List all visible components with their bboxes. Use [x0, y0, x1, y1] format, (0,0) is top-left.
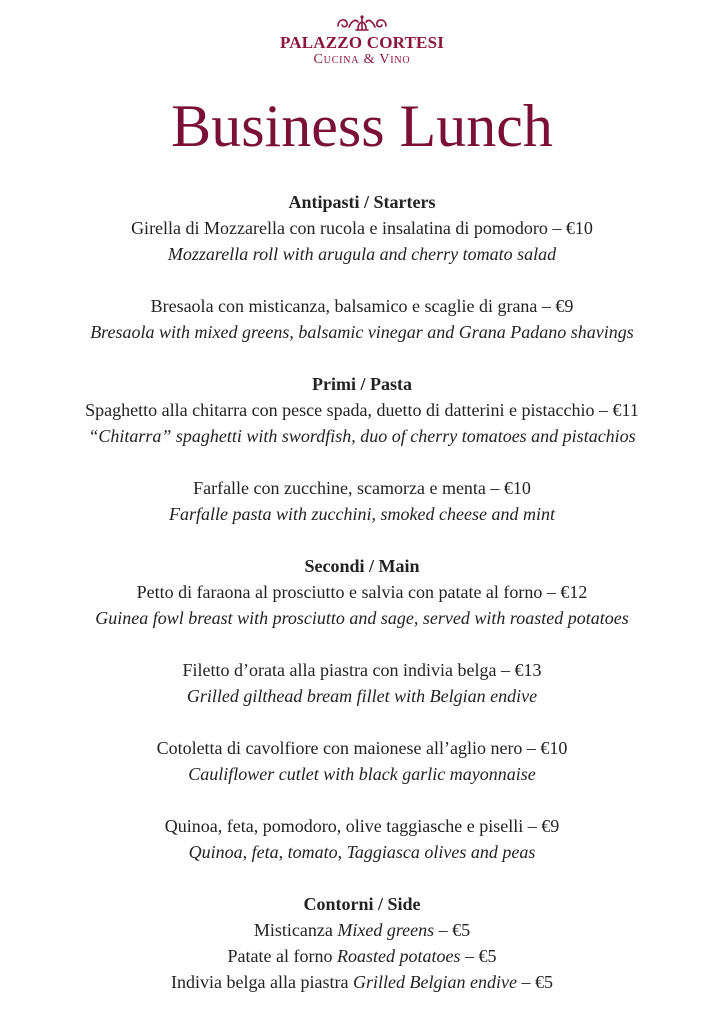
ornamental-scroll-icon — [334, 14, 390, 32]
side-item — [0, 969, 724, 995]
menu-body — [0, 189, 724, 995]
section-title: Primi / Pasta — [312, 374, 412, 394]
side-italian: Indivia belga alla piastra — [171, 972, 353, 992]
dish-italian: Spaghetto alla chitarra con pesce spada, duetto di datterini e pistacchio – €11 — [85, 400, 639, 420]
dish-english: Cauliflower cutlet with black garlic mayonnaise — [188, 764, 536, 784]
section-title: Secondi / Main — [304, 556, 420, 576]
dish-english: Guinea fowl breast with prosciutto and sage, served with roasted potatoes — [95, 608, 629, 628]
dish-italian: Farfalle con zucchine, scamorza e menta – €10 — [193, 478, 531, 498]
dish-english: Quinoa, feta, tomato, Taggiasca olives and peas — [188, 842, 536, 862]
side-english: Roasted potatoes — [336, 946, 461, 966]
dish-italian: Girella di Mozzarella con rucola e insalatina di pomodoro – €10 — [131, 218, 593, 238]
dish-italian: Cotoletta di cavolfiore con maionese all’aglio nero – €10 — [156, 738, 568, 758]
dish-italian: Quinoa, feta, pomodoro, olive taggiasche e piselli – €9 — [164, 816, 560, 836]
menu-section-primi — [0, 371, 724, 527]
side-english: Grilled Belgian endive — [352, 972, 517, 992]
dish-english: Bresaola with mixed greens, balsamic vinegar and Grana Padano shavings — [90, 322, 634, 342]
dish-english: Mozzarella roll with arugula and cherry tomato salad — [167, 244, 557, 264]
side-italian: Patate al forno — [227, 946, 337, 966]
side-price: – €5 — [516, 972, 553, 992]
dish-english: “Chitarra” spaghetti with swordfish, duo of cherry tomatoes and pistachios — [88, 426, 636, 446]
menu-title: Business Lunch — [171, 93, 553, 159]
brand-tagline: Cucina & Vino — [313, 52, 411, 67]
menu-section-antipasti — [0, 189, 724, 345]
restaurant-logo — [0, 14, 724, 68]
dish-italian: Petto di faraona al prosciutto e salvia con patate al forno – €12 — [136, 582, 588, 602]
side-price: – €5 — [460, 946, 497, 966]
section-title: Contorni / Side — [303, 894, 421, 914]
side-english: Mixed greens — [337, 920, 435, 940]
dish-italian: Bresaola con misticanza, balsamico e scaglie di grana – €9 — [150, 296, 574, 316]
menu-section-contorni — [0, 891, 724, 995]
side-item — [0, 943, 724, 969]
dish-english: Farfalle pasta with zucchini, smoked cheese and mint — [169, 504, 555, 524]
brand-name: PALAZZO CORTESI — [279, 33, 445, 52]
side-price: – €5 — [434, 920, 471, 940]
side-italian: Misticanza — [253, 920, 338, 940]
menu-section-secondi — [0, 553, 724, 865]
dish-english: Grilled gilthead bream fillet with Belgian endive — [186, 686, 538, 706]
dish-italian: Filetto d’orata alla piastra con indivia belga – €13 — [182, 660, 542, 680]
side-item — [0, 917, 724, 943]
section-title: Antipasti / Starters — [288, 192, 436, 212]
